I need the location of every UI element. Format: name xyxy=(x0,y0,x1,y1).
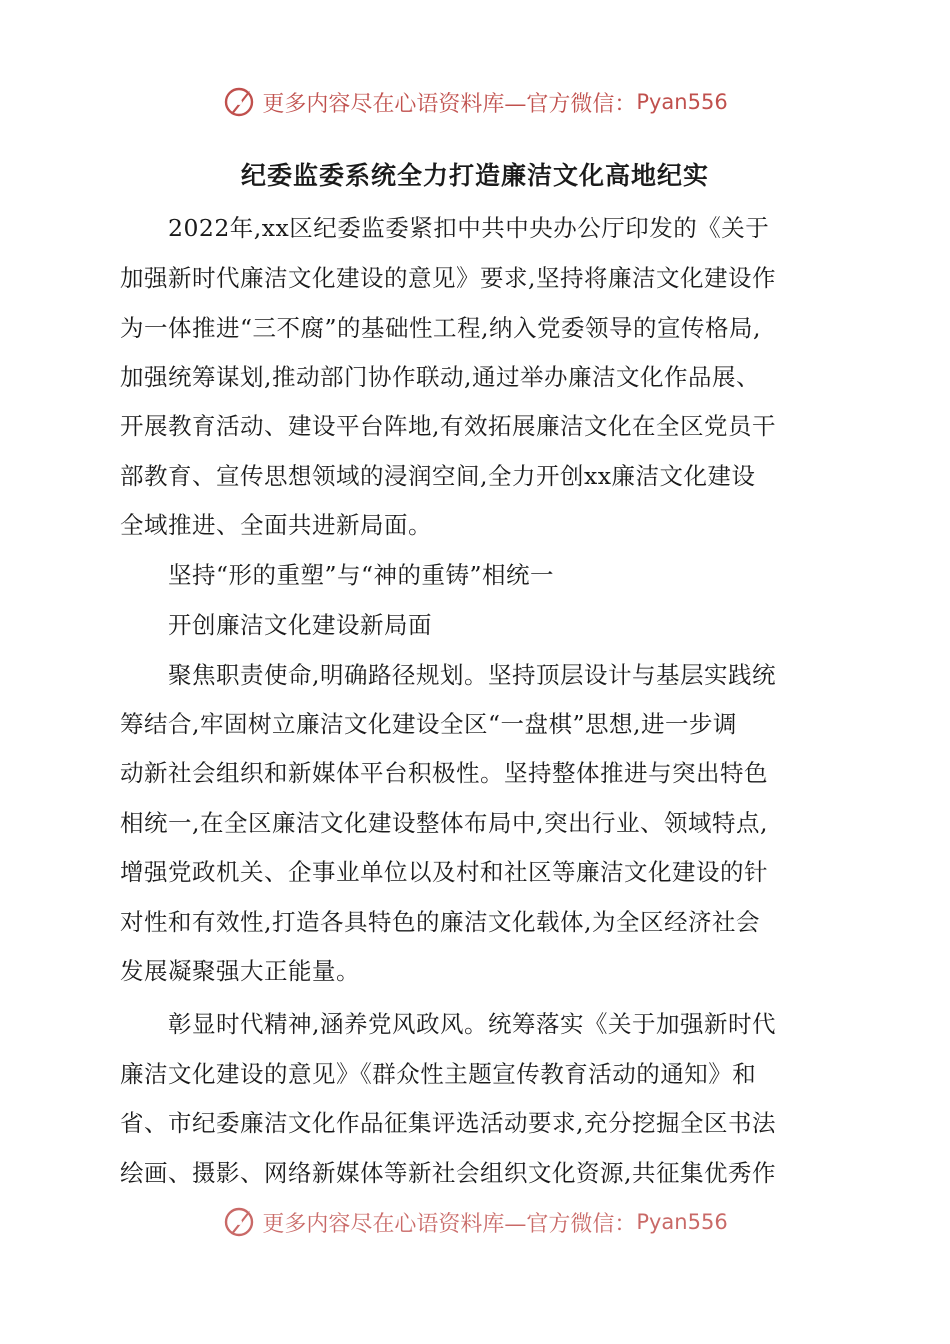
body-line: 全域推进、全面共进新局面。 xyxy=(120,511,432,539)
body-line: 廉洁文化建设的意见》《群众性主题宣传教育活动的通知》和 xyxy=(120,1060,757,1088)
body-line: 加强新时代廉洁文化建设的意见》要求,坚持将廉洁文化建设作 xyxy=(120,264,776,292)
section-heading-line: 坚持“形的重塑”与“神的重铸”相统一 xyxy=(168,561,555,589)
body-line: 部教育、宣传思想领域的浸润空间,全力开创xx廉洁文化建设 xyxy=(120,462,756,490)
body-line: 聚焦职责使命,明确路径规划。坚持顶层设计与基层实践统 xyxy=(168,661,776,689)
body-line: 动新社会组织和新媒体平台积极性。坚持整体推进与突出特色 xyxy=(120,759,768,787)
body-line: 彰显时代精神,涵养党风政风。统筹落实《关于加强新时代 xyxy=(168,1010,776,1038)
body-line: 加强统筹谋划,推动部门协作联动,通过举办廉洁文化作品展、 xyxy=(120,363,760,391)
body-line: 2022年,xx区纪委监委紧扣中共中央办公厅印发的《关于 xyxy=(168,214,770,242)
quill-logo-icon xyxy=(222,85,256,119)
body-line: 发展凝聚强大正能量。 xyxy=(120,957,360,985)
watermark-wechat-id: Pyan556 xyxy=(636,90,728,114)
quill-logo-icon xyxy=(222,1205,256,1239)
body-line: 绘画、摄影、网络新媒体等新社会组织文化资源,共征集优秀作 xyxy=(120,1159,776,1187)
body-line: 筹结合,牢固树立廉洁文化建设全区“一盘棋”思想,进一步调 xyxy=(120,710,737,738)
body-line: 开展教育活动、建设平台阵地,有效拓展廉洁文化在全区党员干 xyxy=(120,412,776,440)
watermark-wechat-id: Pyan556 xyxy=(636,1210,728,1234)
body-line: 为一体推进“三不腐”的基础性工程,纳入党委领导的宣传格局, xyxy=(120,314,761,342)
watermark-header xyxy=(0,82,950,122)
body-line: 对性和有效性,打造各具特色的廉洁文化载体,为全区经济社会 xyxy=(120,908,760,936)
watermark-text: 更多内容尽在心语资料库—官方微信： xyxy=(262,91,637,117)
body-line: 相统一,在全区廉洁文化建设整体布局中,突出行业、领域特点, xyxy=(120,809,768,837)
body-line: 省、市纪委廉洁文化作品征集评选活动要求,充分挖掘全区书法 xyxy=(120,1109,776,1137)
section-heading-line: 开创廉洁文化建设新局面 xyxy=(168,611,432,639)
body-line: 增强党政机关、企事业单位以及村和社区等廉洁文化建设的针 xyxy=(120,858,768,886)
watermark-text: 更多内容尽在心语资料库—官方微信： xyxy=(262,1211,637,1237)
watermark-footer xyxy=(0,1202,950,1242)
document-title: 纪委监委系统全力打造廉洁文化高地纪实 xyxy=(240,161,709,190)
